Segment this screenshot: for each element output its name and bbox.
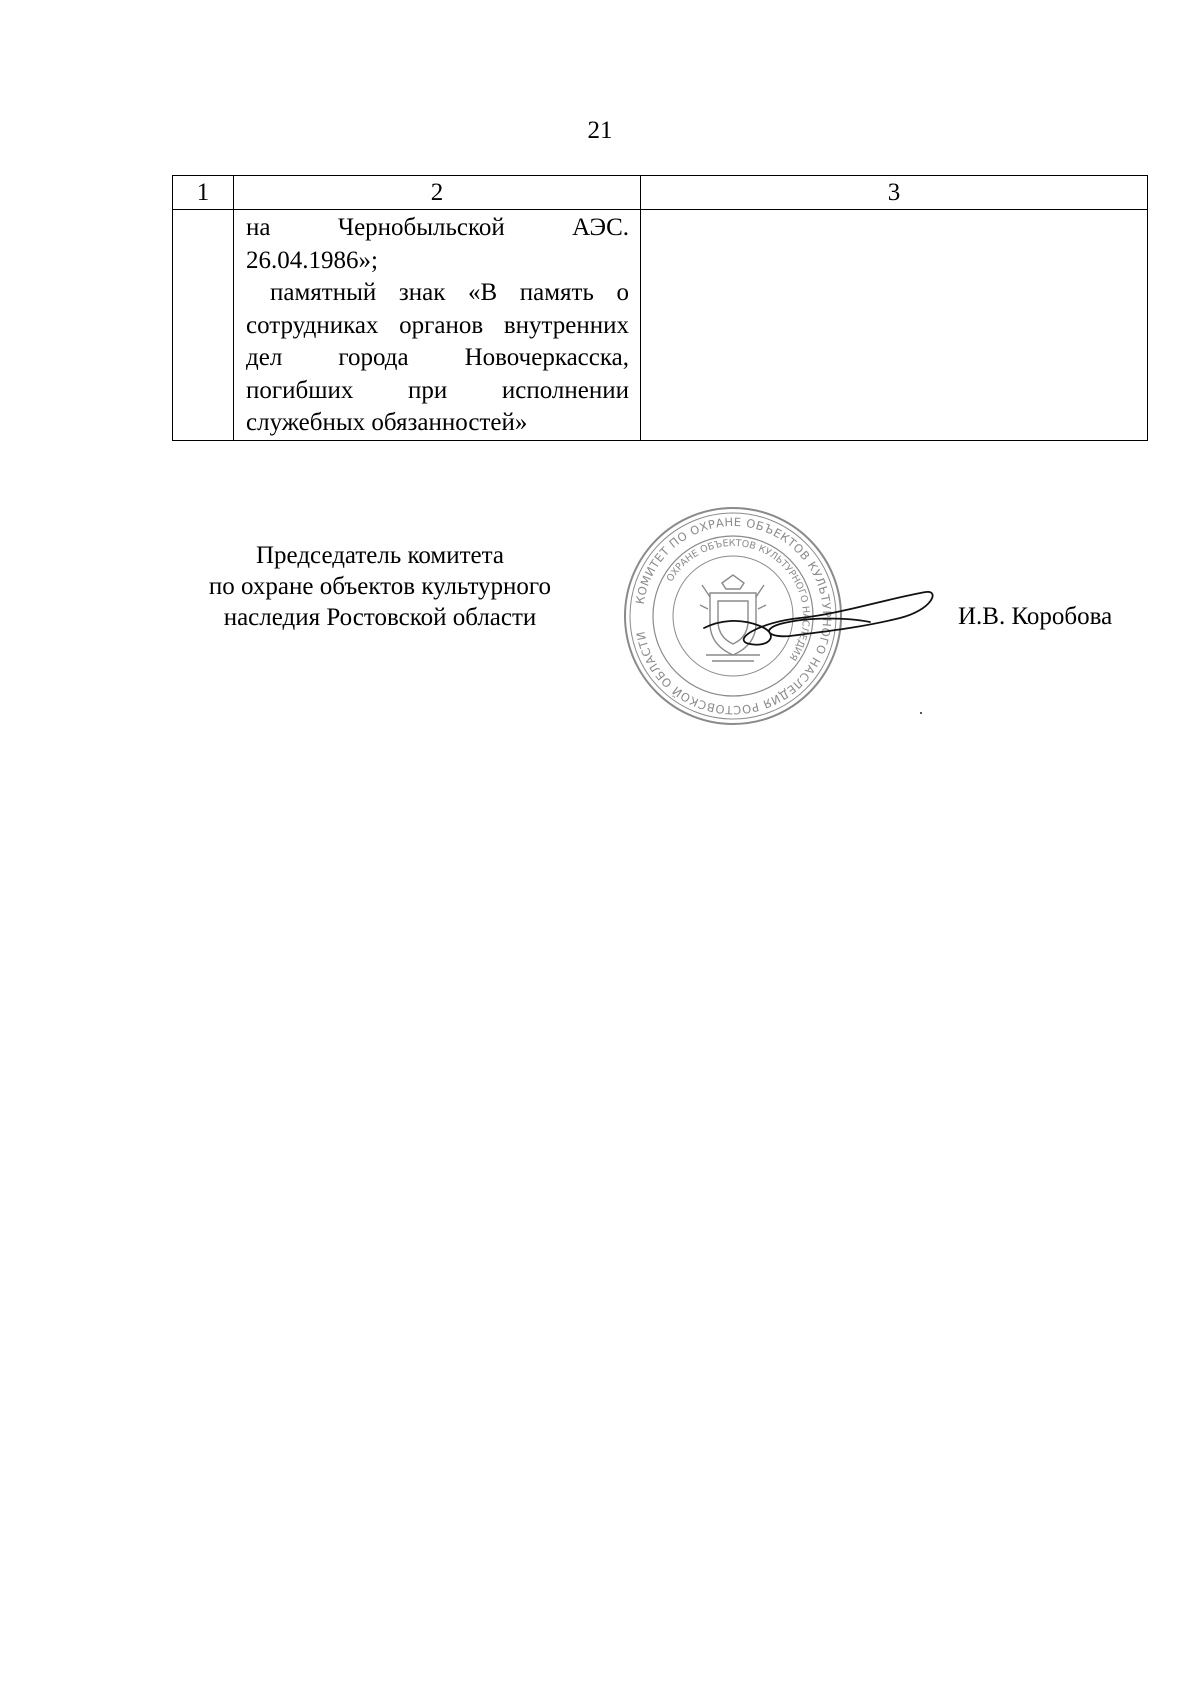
position-line: по охране объектов культурного [208, 573, 552, 600]
signatory-name: И.В. Коробова [958, 603, 1113, 630]
table-cell-column-3 [641, 210, 1148, 441]
handwritten-signature [700, 578, 940, 658]
stamp-inner-text: ОХРАНЕ ОБЪЕКТОВ КУЛЬТУРНОГО НАСЛЕДИЯ [664, 537, 812, 663]
scan-speck [920, 712, 922, 714]
column-header-2: 2 [234, 176, 641, 210]
table-row [173, 210, 1148, 441]
column-header-3: 3 [641, 176, 1148, 210]
object-name-paragraph: памятный знак «В память о сотрудниках органов внутренних дел города Новочеркасска, погибших при исполнении служебных обязанностей» [246, 279, 629, 436]
table-cell-number [173, 210, 234, 441]
table-cell-object-name [234, 210, 641, 441]
position-line: наследия Ростовской области [223, 604, 537, 631]
stamp-outer-text: КОМИТЕТ ПО ОХРАНЕ ОБЪЕКТОВ КУЛЬТУРНОГО НАСЛЕДИЯ РОСТОВСКОЙ ОБЛАСТИ [632, 514, 835, 718]
signatory-position [160, 540, 600, 633]
register-table [172, 175, 1148, 441]
position-line: Председатель комитета [256, 542, 504, 569]
object-name-paragraph: на Чернобыльской АЭС. 26.04.1986»; [246, 214, 629, 274]
table-header-row [173, 176, 1148, 210]
column-header-1: 1 [173, 176, 234, 210]
page-number: 21 [587, 117, 613, 144]
